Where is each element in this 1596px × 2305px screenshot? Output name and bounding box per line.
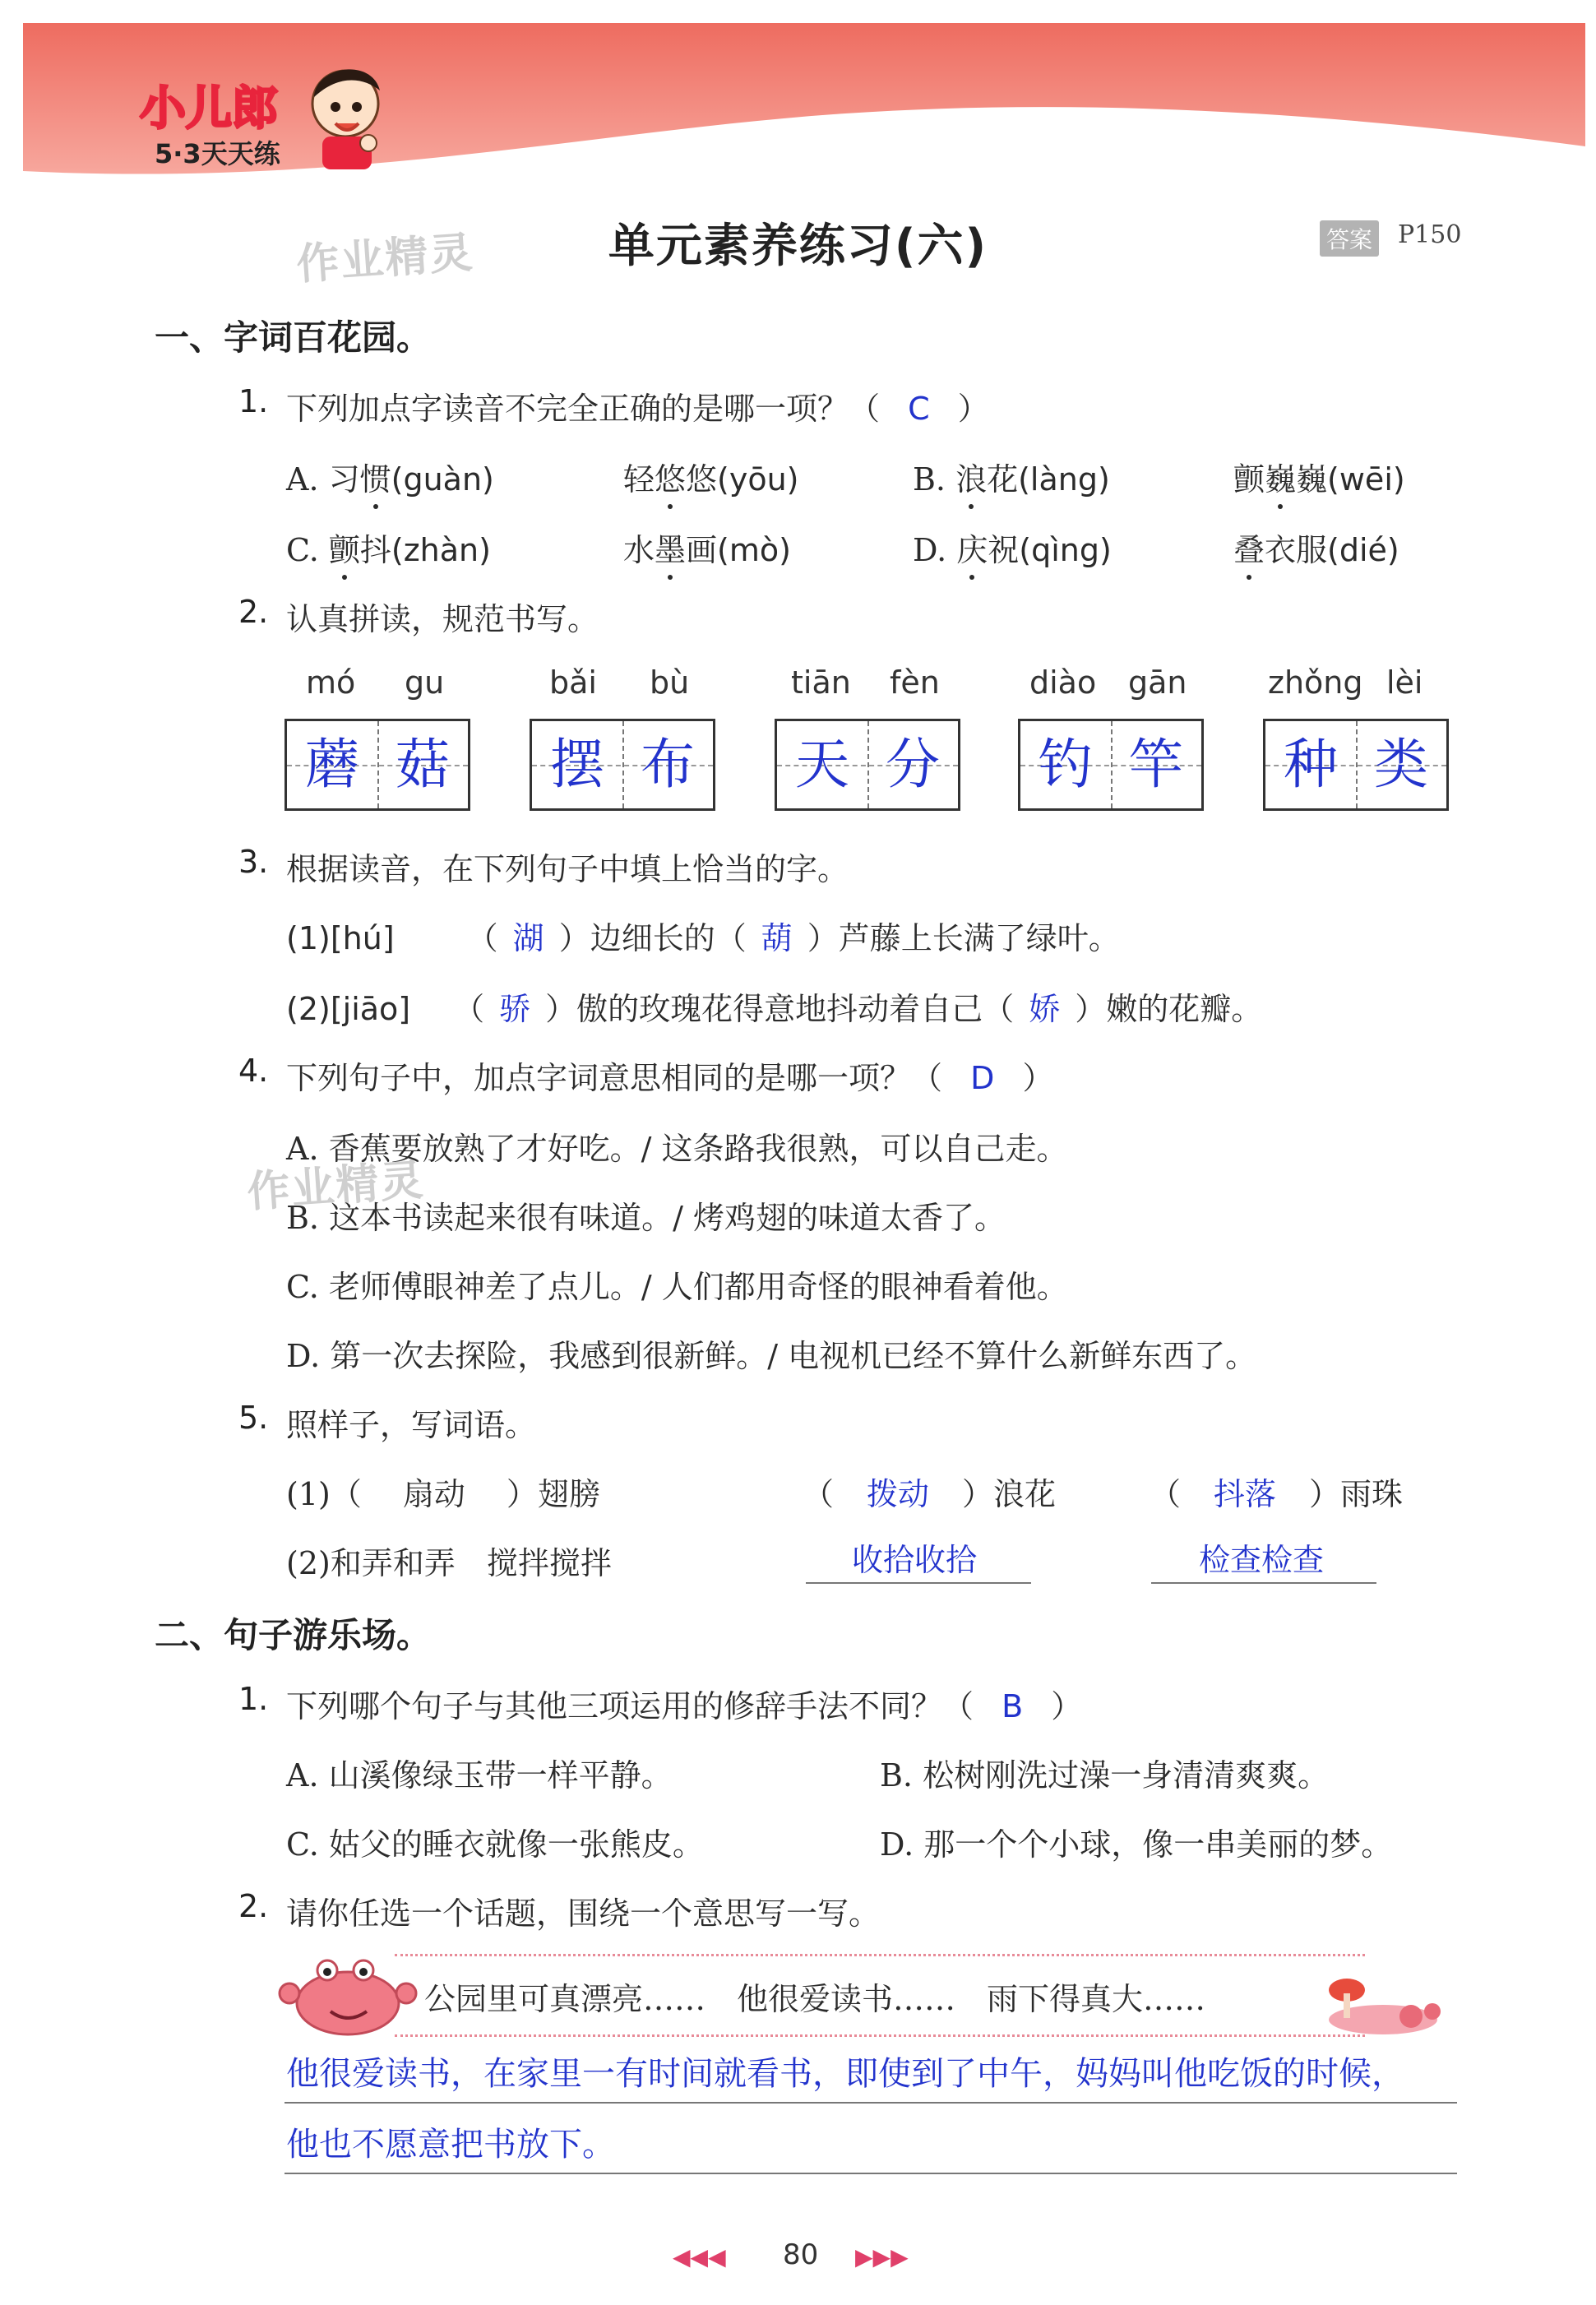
example-word: 扇动 [402, 1476, 465, 1512]
answer-choice: B [1002, 1688, 1024, 1724]
stem-text: 下列句子中，加点字词意思相同的是哪一项？（ [286, 1060, 943, 1096]
dotted-char: 庆 [956, 525, 988, 570]
answer-page: P150 [1398, 220, 1462, 249]
mushroom-icon [1325, 1951, 1449, 2041]
option: C. 姑父的睡衣就像一张熊皮。 [286, 1826, 704, 1863]
answer-char: 种 [1284, 733, 1338, 796]
answer-char: 天 [795, 733, 849, 796]
row-text: ）翅膀 [506, 1476, 600, 1512]
bracket: （ [466, 920, 498, 956]
brand-subtitle: 5·3天天练 [155, 138, 280, 169]
dotted-char: 墨 [655, 525, 686, 570]
answer-underline [806, 1582, 1031, 1584]
answer-line: 他很爱读书，在家里一有时间就看书，即使到了中午，妈妈叫他吃饭的时候， [286, 2055, 1404, 2093]
pinyin: tiān [791, 664, 851, 701]
page-title: 单元素养练习(六) [608, 220, 988, 273]
option [623, 525, 791, 570]
stem-close: ） [957, 391, 989, 427]
option-text: (guàn) [391, 461, 494, 498]
writing-box [1263, 719, 1449, 811]
answer-char: 骄 [499, 991, 531, 1027]
bracket: （ [803, 1476, 835, 1512]
option-text: 衣服(dié) [1265, 532, 1399, 568]
page-number: 80 [783, 2238, 819, 2271]
option [1233, 454, 1405, 499]
question-stem: 照样子，写词语。 [286, 1407, 537, 1443]
pinyin: gu [405, 664, 445, 701]
option: B. 这本书读起来很有味道。/ 烤鸡翅的味道太香了。 [286, 1200, 1006, 1236]
prev-arrows-icon: ◀◀◀ [673, 2243, 726, 2270]
watermark: 作业精灵 [294, 228, 476, 290]
answer-char: 钓 [1039, 733, 1093, 796]
question-stem: 认真拼读，规范书写。 [286, 601, 599, 637]
watermark: 作业精灵 [245, 1155, 427, 1218]
pinyin: bù [650, 664, 690, 701]
answer-char: 湖 [512, 920, 544, 956]
option [913, 525, 1112, 570]
sentence-text: ）嫩的花瓣。 [1075, 991, 1263, 1027]
answer-word: 拨动 [867, 1476, 930, 1512]
section-heading-2: 二、句子游乐场。 [155, 1615, 432, 1655]
answer-choice: C [908, 391, 930, 427]
option: D. 第一次去探险，我感到很新鲜。/ 电视机已经不算什么新鲜东西了。 [286, 1338, 1257, 1374]
topic-list: 公园里可真漂亮…… 他很爱读书…… 雨下得真大…… [424, 1981, 1206, 2017]
row-text: ）雨珠 [1309, 1476, 1404, 1512]
answer-char: 娇 [1029, 991, 1061, 1027]
answer-char: 蘑 [305, 733, 359, 796]
question-stem [286, 1053, 1053, 1098]
question-stem [286, 1681, 1082, 1726]
option-text: 巍(wēi) [1296, 461, 1405, 498]
option: B. 松树刚洗过澡一身清清爽爽。 [880, 1757, 1330, 1794]
question-stem [286, 383, 989, 428]
answer-word: 收拾收拾 [852, 1542, 978, 1578]
cartoon-crab-icon [278, 1946, 418, 2044]
question-number: 5. [238, 1400, 269, 1436]
pinyin: zhǒng [1268, 664, 1363, 701]
option-text: 祝(qìng) [988, 532, 1112, 568]
pinyin: diào [1029, 664, 1097, 701]
option-text: 画(mò) [686, 532, 791, 568]
option-text: 花(làng) [987, 461, 1110, 498]
brand-logo: 小儿郎 [140, 82, 278, 136]
option [286, 525, 491, 570]
answer-char: 菇 [396, 733, 450, 796]
option-text: 悠(yōu) [686, 461, 799, 498]
answer-char: 竿 [1129, 733, 1183, 796]
writing-box [530, 719, 715, 811]
sentence-text: ）芦藤上长满了绿叶。 [807, 920, 1120, 956]
pinyin: mó [306, 664, 356, 701]
option-text: C. [286, 532, 329, 568]
dotted-char: 悠 [655, 454, 686, 499]
pinyin-tag: (2)[jiāo] [286, 991, 411, 1027]
option: A. 山溪像绿玉带一样平静。 [286, 1757, 673, 1794]
question-number: 4. [238, 1053, 269, 1089]
option [286, 454, 494, 499]
option-text: 轻 [623, 461, 655, 498]
answer-row [803, 1469, 1056, 1514]
bracket: （ [453, 991, 485, 1027]
answer-char: 摆 [550, 733, 604, 796]
dotted-char: 浪 [955, 454, 987, 499]
sentence-text: ）边细长的（ [558, 920, 747, 956]
answer-char: 葫 [761, 920, 793, 956]
question-stem: 请你任选一个话题，围绕一个意思写一写。 [286, 1895, 881, 1932]
question-number: 2. [238, 1888, 269, 1924]
option-text: 抖(zhàn) [359, 532, 491, 568]
answer-word: 抖落 [1214, 1476, 1277, 1512]
option-text: B. [913, 461, 956, 498]
option: D. 那一个个小球，像一串美丽的梦。 [880, 1826, 1393, 1863]
dotted-char: 惯 [360, 454, 391, 499]
dotted-char: 巍 [1265, 454, 1296, 499]
option [1233, 525, 1399, 570]
option: A. 香蕉要放熟了才好吃。/ 这条路我很熟，可以自己走。 [286, 1131, 1068, 1167]
answer-choice: D [970, 1060, 995, 1096]
answer-char: 布 [641, 733, 695, 796]
dotted-divider [395, 1954, 1365, 1956]
stem-text: 下列加点字读音不完全正确的是哪一项？（ [286, 391, 881, 427]
question-number: 2. [238, 594, 269, 630]
stem-text: 下列哪个句子与其他三项运用的修辞手法不同？（ [286, 1688, 974, 1724]
option: C. 老师傅眼神差了点儿。/ 人们都用奇怪的眼神看着他。 [286, 1269, 1068, 1305]
answer-word: 检查检查 [1199, 1542, 1325, 1578]
section-heading-1: 一、字词百花园。 [155, 317, 432, 358]
dotted-divider [395, 2034, 1365, 2037]
question-number: 1. [238, 383, 269, 419]
writing-box [285, 719, 470, 811]
option-text: 颤 [1233, 461, 1265, 498]
writing-line [285, 2173, 1457, 2174]
option-text: A. 习 [286, 461, 360, 498]
pinyin: fèn [890, 664, 940, 701]
pinyin: gān [1128, 664, 1187, 701]
pinyin-tag: (1)[hú] [286, 920, 395, 956]
question-number: 1. [238, 1681, 269, 1717]
option [623, 454, 799, 499]
fill-sentence [286, 984, 1262, 1029]
option-text: D. [913, 532, 957, 568]
option-text: 水 [623, 532, 655, 568]
answer-line: 他也不愿意把书放下。 [286, 2126, 615, 2164]
sentence-text: ）傲的玫瑰花得意地抖动着自己（ [545, 991, 1015, 1027]
next-arrows-icon: ▶▶▶ [855, 2243, 909, 2270]
question-number: 3. [238, 844, 269, 880]
bracket: （ [1150, 1476, 1182, 1512]
dotted-char: 颤 [329, 525, 360, 570]
option [913, 454, 1110, 499]
example-row [286, 1469, 600, 1514]
writing-box [1018, 719, 1204, 811]
row-label: (1)（ [286, 1476, 362, 1512]
stem-close: ） [1051, 1688, 1083, 1724]
pinyin: lèi [1386, 664, 1423, 701]
example-row: (2)和弄和弄 搅拌搅拌 [286, 1545, 612, 1581]
mascot-boy-icon [306, 58, 388, 173]
question-stem: 根据读音，在下列句子中填上恰当的字。 [286, 851, 849, 887]
answer-char: 分 [886, 733, 940, 796]
answer-char: 类 [1374, 733, 1428, 796]
answer-tag: 答案 [1320, 220, 1379, 257]
dotted-char: 叠 [1233, 525, 1265, 570]
row-text: ）浪花 [962, 1476, 1057, 1512]
fill-sentence [286, 913, 1120, 958]
stem-close: ） [1022, 1060, 1054, 1096]
pinyin: bǎi [549, 664, 597, 701]
answer-row [1150, 1469, 1403, 1514]
answer-underline [1151, 1582, 1376, 1584]
writing-line [285, 2102, 1457, 2104]
writing-box [775, 719, 960, 811]
